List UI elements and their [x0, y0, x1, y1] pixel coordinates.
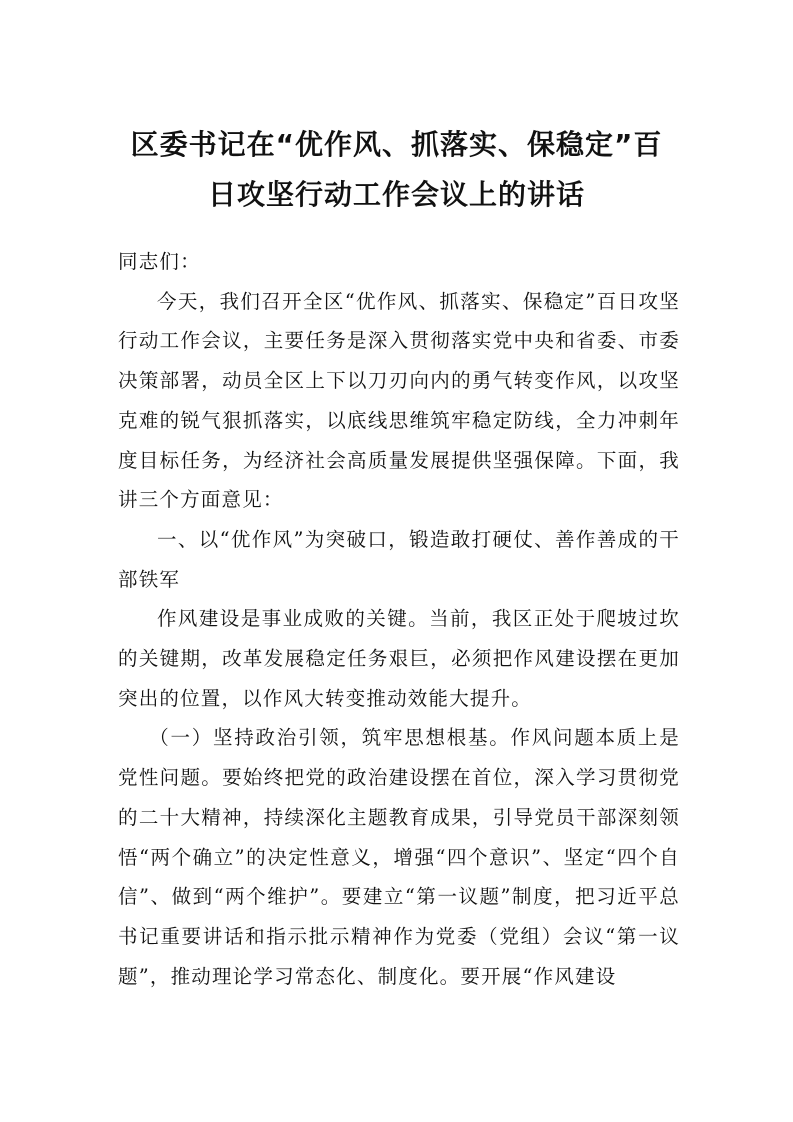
- paragraph-subsection-1: （一）坚持政治引领，筑牢思想根基。作风问题本质上是党性问题。要始终把党的政治建设摆在首位，深入学习贯彻党的二十大精神，持续深化主题教育成果，引导党员干部深刻领悟“两个确立”的决定性意义，增强“四个意识”、坚定“四个自信”、做到“两个维护”。要建立“第一议题”制度，把习近平总书记重要讲话和指示批示精神作为党委（党组）会议“第一议题”，推动理论学习常态化、制度化。要开展“作风建设: [118, 726, 680, 988]
- document-title: [100, 120, 693, 220]
- title-line-1: 区委书记在“优作风、抓落实、保稳定”百: [130, 128, 663, 161]
- title-line-2: 日攻坚行动工作会议上的讲话: [207, 178, 585, 211]
- document-body: [118, 242, 680, 996]
- salutation: 同志们：: [118, 250, 201, 273]
- section-heading-1: 一、以“优作风”为突破口，锻造敢打硬仗、善作善成的干部铁军: [118, 527, 680, 591]
- paragraph-opening: 今天，我们召开全区“优作风、抓落实、保稳定”百日攻坚行动工作会议，主要任务是深入贯彻落实党中央和省委、市委决策部署，动员全区上下以刀刃向内的勇气转变作风，以攻坚克难的锐气狠抓落实，以底线思维筑牢稳定防线，全力冲刺年度目标任务，为经济社会高质量发展提供坚强保障。下面，我讲三个方面意见：: [118, 289, 680, 512]
- paragraph-section-1-intro: 作风建设是事业成败的关键。当前，我区正处于爬坡过坎的关键期，改革发展稳定任务艰巨，必须把作风建设摆在更加突出的位置，以作风大转变推动效能大提升。: [118, 607, 680, 710]
